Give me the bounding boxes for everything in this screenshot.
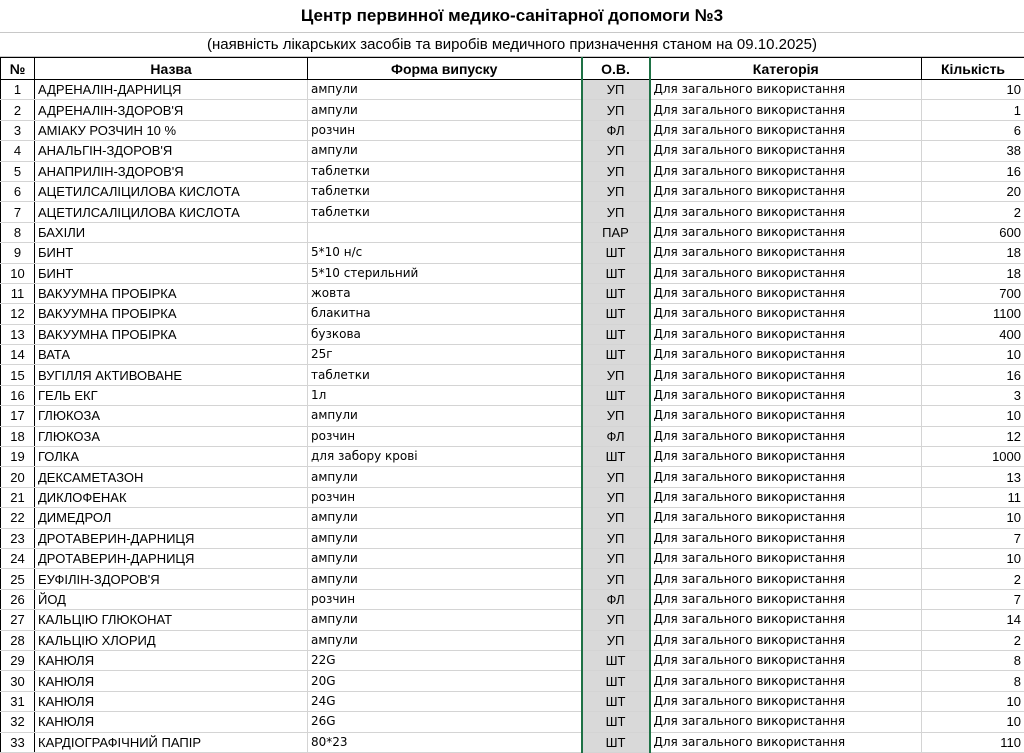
cell-form[interactable]: ампули [308,610,582,630]
cell-category[interactable]: Для загального використання [650,202,922,222]
cell-name[interactable]: ДИКЛОФЕНАК [35,487,308,507]
cell-ov[interactable]: УП [582,141,650,161]
table-row [1,161,1024,181]
cell-name[interactable]: КАНЮЛЯ [35,650,308,670]
cell-qty[interactable]: 8 [922,671,1024,691]
header-form[interactable]: Форма випуску [308,58,582,80]
cell-ov[interactable]: УП [582,548,650,568]
cell-form[interactable]: ампули [308,528,582,548]
cell-name[interactable]: АНАЛЬГІН-ЗДОРОВ'Я [35,141,308,161]
table-row [1,569,1024,589]
cell-name[interactable]: КАНЮЛЯ [35,712,308,732]
cell-qty[interactable]: 7 [922,528,1024,548]
cell-name[interactable]: ВАТА [35,345,308,365]
cell-num[interactable]: 4 [1,141,35,161]
cell-num[interactable]: 24 [1,548,35,568]
table-row [1,732,1024,752]
cell-name[interactable]: ДРОТАВЕРИН-ДАРНИЦЯ [35,528,308,548]
cell-qty[interactable]: 10 [922,548,1024,568]
cell-ov[interactable]: УП [582,202,650,222]
cell-qty[interactable]: 10 [922,691,1024,711]
table-row [1,467,1024,487]
cell-category[interactable]: Для загального використання [650,589,922,609]
cell-num[interactable]: 12 [1,304,35,324]
cell-category[interactable]: Для загального використання [650,263,922,283]
cell-category[interactable]: Для загального використання [650,304,922,324]
cell-num[interactable]: 23 [1,528,35,548]
cell-num[interactable]: 25 [1,569,35,589]
table-row [1,528,1024,548]
cell-ov[interactable]: ШТ [582,712,650,732]
table-row [1,324,1024,344]
sheet-title[interactable]: Центр первинної медико-санітарної допомоги №3 [0,0,1024,33]
cell-category[interactable]: Для загального використання [650,385,922,405]
cell-form[interactable]: 80*23 [308,732,582,752]
cell-ov[interactable]: ШТ [582,385,650,405]
cell-form[interactable]: ампули [308,406,582,426]
cell-category[interactable]: Для загального використання [650,610,922,630]
cell-name[interactable]: КАНЮЛЯ [35,691,308,711]
cell-qty[interactable]: 10 [922,345,1024,365]
table-row [1,447,1024,467]
cell-qty[interactable]: 18 [922,263,1024,283]
header-category[interactable]: Категорія [650,58,922,80]
cell-num[interactable]: 11 [1,283,35,303]
cell-form[interactable]: ампули [308,508,582,528]
table-row [1,243,1024,263]
cell-qty[interactable]: 38 [922,141,1024,161]
cell-qty[interactable]: 600 [922,222,1024,242]
cell-form[interactable]: ампули [308,467,582,487]
cell-form[interactable]: розчин [308,120,582,140]
cell-form[interactable]: бузкова [308,324,582,344]
cell-num[interactable]: 9 [1,243,35,263]
table-row [1,650,1024,670]
cell-name[interactable]: ВАКУУМНА ПРОБІРКА [35,283,308,303]
cell-num[interactable]: 18 [1,426,35,446]
cell-category[interactable]: Для загального використання [650,100,922,120]
cell-qty[interactable]: 12 [922,426,1024,446]
cell-ov[interactable]: ФЛ [582,426,650,446]
cell-num[interactable]: 29 [1,650,35,670]
cell-form[interactable]: 5*10 стерильний [308,263,582,283]
table-body [1,80,1024,753]
cell-ov[interactable]: ФЛ [582,120,650,140]
table-row [1,141,1024,161]
cell-name[interactable]: ГЛЮКОЗА [35,406,308,426]
cell-name[interactable]: ДРОТАВЕРИН-ДАРНИЦЯ [35,548,308,568]
cell-name[interactable]: АМІАКУ РОЗЧИН 10 % [35,120,308,140]
cell-qty[interactable]: 2 [922,630,1024,650]
cell-ov[interactable]: ШТ [582,691,650,711]
cell-category[interactable]: Для загального використання [650,548,922,568]
cell-qty[interactable]: 14 [922,610,1024,630]
table-row [1,508,1024,528]
cell-name[interactable]: ВУГІЛЛЯ АКТИВОВАНЕ [35,365,308,385]
table-row [1,487,1024,507]
cell-qty[interactable]: 13 [922,467,1024,487]
table-row [1,548,1024,568]
cell-num[interactable]: 30 [1,671,35,691]
cell-qty[interactable]: 110 [922,732,1024,752]
cell-form[interactable]: жовта [308,283,582,303]
table-row [1,263,1024,283]
cell-num[interactable]: 20 [1,467,35,487]
cell-qty[interactable]: 20 [922,181,1024,201]
cell-form[interactable]: ампули [308,80,582,100]
cell-qty[interactable]: 1000 [922,447,1024,467]
table-row [1,222,1024,242]
cell-qty[interactable]: 2 [922,202,1024,222]
cell-num[interactable]: 32 [1,712,35,732]
cell-form[interactable]: таблетки [308,365,582,385]
cell-num[interactable]: 16 [1,385,35,405]
cell-num[interactable]: 13 [1,324,35,344]
cell-ov[interactable]: УП [582,80,650,100]
sheet-subtitle[interactable]: (наявність лікарських засобів та виробів медичного призначення станом на 09.10.2025) [0,33,1024,57]
cell-name[interactable]: ГЛЮКОЗА [35,426,308,446]
cell-num[interactable]: 14 [1,345,35,365]
cell-form[interactable]: таблетки [308,181,582,201]
cell-form[interactable]: 20G [308,671,582,691]
cell-form[interactable]: ампули [308,548,582,568]
cell-num[interactable]: 19 [1,447,35,467]
cell-qty[interactable]: 10 [922,712,1024,732]
cell-name[interactable]: ГЕЛЬ ЕКГ [35,385,308,405]
cell-qty[interactable]: 10 [922,80,1024,100]
cell-category[interactable]: Для загального використання [650,447,922,467]
cell-qty[interactable]: 1100 [922,304,1024,324]
table-row [1,630,1024,650]
cell-category[interactable]: Для загального використання [650,345,922,365]
cell-ov[interactable]: ПАР [582,222,650,242]
table-row [1,345,1024,365]
cell-name[interactable]: АНАПРИЛІН-ЗДОРОВ'Я [35,161,308,181]
cell-qty[interactable]: 1 [922,100,1024,120]
cell-qty[interactable]: 3 [922,385,1024,405]
cell-form[interactable]: ампули [308,569,582,589]
cell-name[interactable]: ГОЛКА [35,447,308,467]
cell-name[interactable]: КАЛЬЦІЮ ГЛЮКОНАТ [35,610,308,630]
cell-num[interactable]: 10 [1,263,35,283]
cell-category[interactable]: Для загального використання [650,80,922,100]
cell-category[interactable]: Для загального використання [650,161,922,181]
cell-num[interactable]: 6 [1,181,35,201]
table-row [1,426,1024,446]
cell-form[interactable]: 22G [308,650,582,670]
cell-qty[interactable]: 7 [922,589,1024,609]
cell-name[interactable]: АДРЕНАЛІН-ДАРНИЦЯ [35,80,308,100]
cell-ov[interactable]: УП [582,365,650,385]
cell-ov[interactable]: УП [582,100,650,120]
cell-category[interactable]: Для загального використання [650,222,922,242]
table-row [1,671,1024,691]
cell-form[interactable]: 25г [308,345,582,365]
cell-qty[interactable]: 2 [922,569,1024,589]
cell-form[interactable]: ампули [308,630,582,650]
cell-category[interactable]: Для загального використання [650,181,922,201]
cell-ov[interactable]: УП [582,487,650,507]
cell-ov[interactable]: ШТ [582,304,650,324]
cell-num[interactable]: 21 [1,487,35,507]
table-row [1,385,1024,405]
cell-qty[interactable]: 16 [922,365,1024,385]
cell-name[interactable]: АЦЕТИЛСАЛІЦИЛОВА КИСЛОТА [35,181,308,201]
cell-num[interactable]: 22 [1,508,35,528]
table-row [1,691,1024,711]
cell-ov[interactable]: ШТ [582,283,650,303]
cell-ov[interactable]: УП [582,630,650,650]
cell-ov[interactable]: ШТ [582,243,650,263]
header-row [1,58,1024,80]
cell-num[interactable]: 28 [1,630,35,650]
cell-num[interactable]: 33 [1,732,35,752]
table-row [1,610,1024,630]
cell-qty[interactable]: 6 [922,120,1024,140]
cell-name[interactable]: КАРДІОГРАФІЧНИЙ ПАПІР [35,732,308,752]
cell-qty[interactable]: 11 [922,487,1024,507]
cell-category[interactable]: Для загального використання [650,691,922,711]
header-num[interactable]: № [1,58,35,80]
cell-form[interactable]: 24G [308,691,582,711]
cell-qty[interactable]: 18 [922,243,1024,263]
cell-ov[interactable]: УП [582,161,650,181]
cell-form[interactable]: 26G [308,712,582,732]
cell-category[interactable]: Для загального використання [650,732,922,752]
cell-name[interactable]: ВАКУУМНА ПРОБІРКА [35,324,308,344]
cell-name[interactable]: БАХІЛИ [35,222,308,242]
cell-category[interactable]: Для загального використання [650,487,922,507]
table-row [1,100,1024,120]
cell-form[interactable]: розчин [308,487,582,507]
cell-qty[interactable]: 10 [922,508,1024,528]
cell-form[interactable]: 5*10 н/с [308,243,582,263]
table-row [1,406,1024,426]
cell-form[interactable]: розчин [308,426,582,446]
cell-form[interactable]: ампули [308,100,582,120]
cell-num[interactable]: 2 [1,100,35,120]
cell-category[interactable]: Для загального використання [650,283,922,303]
cell-form[interactable]: блакитна [308,304,582,324]
cell-form[interactable]: 1л [308,385,582,405]
table-row [1,304,1024,324]
cell-num[interactable]: 15 [1,365,35,385]
table-row [1,181,1024,201]
cell-name[interactable]: ВАКУУМНА ПРОБІРКА [35,304,308,324]
cell-form[interactable]: таблетки [308,161,582,181]
cell-ov[interactable]: УП [582,528,650,548]
cell-category[interactable]: Для загального використання [650,243,922,263]
cell-form[interactable]: розчин [308,589,582,609]
inventory-table [0,57,1024,753]
cell-category[interactable]: Для загального використання [650,508,922,528]
cell-ov[interactable]: УП [582,406,650,426]
cell-num[interactable]: 5 [1,161,35,181]
cell-ov[interactable]: ШТ [582,650,650,670]
table-row [1,589,1024,609]
cell-form[interactable]: для забору крові [308,447,582,467]
cell-qty[interactable]: 700 [922,283,1024,303]
cell-category[interactable]: Для загального використання [650,650,922,670]
cell-category[interactable]: Для загального використання [650,569,922,589]
cell-category[interactable]: Для загального використання [650,467,922,487]
cell-num[interactable]: 17 [1,406,35,426]
table-row [1,120,1024,140]
cell-category[interactable]: Для загального використання [650,712,922,732]
cell-qty[interactable]: 400 [922,324,1024,344]
cell-ov[interactable]: ШТ [582,263,650,283]
cell-num[interactable]: 7 [1,202,35,222]
cell-ov[interactable]: УП [582,181,650,201]
cell-qty[interactable]: 16 [922,161,1024,181]
table-row [1,202,1024,222]
cell-name[interactable]: АДРЕНАЛІН-ЗДОРОВ'Я [35,100,308,120]
cell-ov[interactable]: ШТ [582,732,650,752]
cell-name[interactable]: БИНТ [35,263,308,283]
table-row [1,712,1024,732]
header-name[interactable]: Назва [35,58,308,80]
cell-form[interactable]: таблетки [308,202,582,222]
cell-num[interactable]: 8 [1,222,35,242]
cell-name[interactable]: КАЛЬЦІЮ ХЛОРИД [35,630,308,650]
cell-ov[interactable]: ШТ [582,345,650,365]
cell-category[interactable]: Для загального використання [650,406,922,426]
cell-name[interactable]: ДЕКСАМЕТАЗОН [35,467,308,487]
cell-name[interactable]: АЦЕТИЛСАЛІЦИЛОВА КИСЛОТА [35,202,308,222]
cell-name[interactable]: БИНТ [35,243,308,263]
cell-ov[interactable]: ШТ [582,671,650,691]
cell-num[interactable]: 26 [1,589,35,609]
cell-category[interactable]: Для загального використання [650,324,922,344]
cell-form[interactable]: ампули [308,141,582,161]
header-ov[interactable]: О.В. [582,58,650,80]
cell-ov[interactable]: ШТ [582,324,650,344]
cell-ov[interactable]: УП [582,467,650,487]
cell-form[interactable] [308,222,582,242]
cell-ov[interactable]: УП [582,508,650,528]
cell-name[interactable]: ДИМЕДРОЛ [35,508,308,528]
cell-ov[interactable]: ШТ [582,447,650,467]
cell-category[interactable]: Для загального використання [650,365,922,385]
cell-qty[interactable]: 8 [922,650,1024,670]
cell-num[interactable]: 3 [1,120,35,140]
cell-ov[interactable]: ФЛ [582,589,650,609]
cell-category[interactable]: Для загального використання [650,528,922,548]
cell-name[interactable]: КАНЮЛЯ [35,671,308,691]
cell-name[interactable]: ЙОД [35,589,308,609]
cell-num[interactable]: 27 [1,610,35,630]
cell-category[interactable]: Для загального використання [650,120,922,140]
cell-ov[interactable]: УП [582,610,650,630]
cell-qty[interactable]: 10 [922,406,1024,426]
cell-ov[interactable]: УП [582,569,650,589]
cell-num[interactable]: 31 [1,691,35,711]
table-row [1,283,1024,303]
cell-num[interactable]: 1 [1,80,35,100]
table-row [1,80,1024,100]
cell-name[interactable]: ЕУФІЛІН-ЗДОРОВ'Я [35,569,308,589]
cell-category[interactable]: Для загального використання [650,141,922,161]
table-row [1,365,1024,385]
header-qty[interactable]: Кількість [922,58,1024,80]
cell-category[interactable]: Для загального використання [650,630,922,650]
cell-category[interactable]: Для загального використання [650,671,922,691]
cell-category[interactable]: Для загального використання [650,426,922,446]
